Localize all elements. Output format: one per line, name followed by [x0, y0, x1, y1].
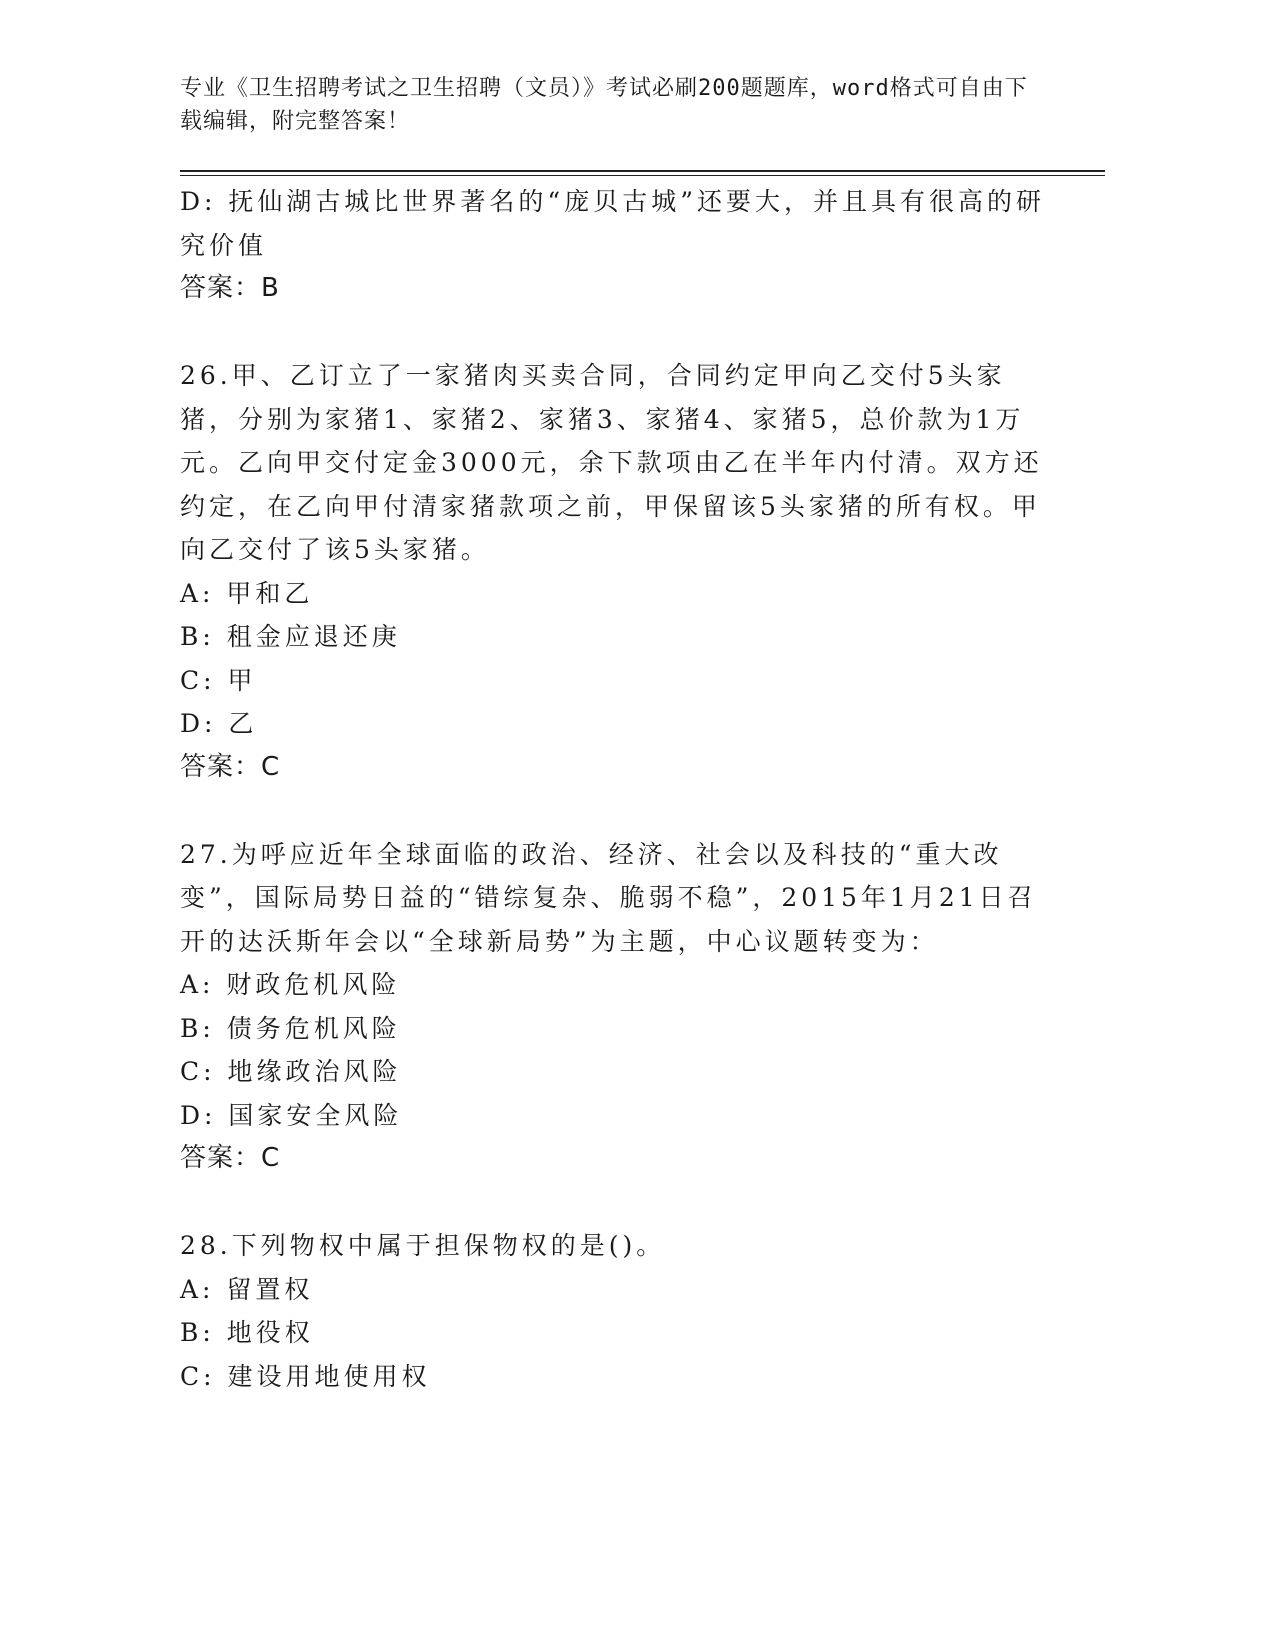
option-a: A: 留置权: [180, 1274, 314, 1304]
header-divider-thick: [180, 170, 1105, 172]
option-a: A: 甲和乙: [180, 578, 314, 608]
option-c: C: 甲: [180, 665, 257, 695]
answer: 答案：B: [180, 273, 280, 303]
option-b: B: 地役权: [180, 1318, 314, 1347]
question-list: [180, 180, 1050, 1398]
answer: 答案：C: [180, 751, 281, 782]
option-c: C: 地缘政治风险: [180, 1057, 402, 1086]
option-b: B: 租金应退还庚: [180, 622, 401, 651]
option-c: C: 建设用地使用权: [180, 1361, 431, 1391]
option-b: B: 债务危机风险: [180, 1013, 401, 1043]
spacer: [180, 789, 1050, 833]
question-stem: 28.下列物权中属于担保物权的是()。: [180, 1231, 666, 1260]
option-d: D: 抚仙湖古城比世界著名的“庞贝古城”还要大，并且具有很高的研究价值: [180, 187, 1045, 260]
question-26: [180, 354, 1050, 789]
question-28: [180, 1224, 1050, 1398]
option-a: A: 财政危机风险: [180, 970, 401, 999]
option-d: D: 乙: [180, 709, 258, 738]
document-header: [180, 72, 1040, 138]
answer: 答案：C: [180, 1143, 281, 1173]
question-stem: 27.为呼应近年全球面临的政治、经济、社会以及科技的“重大改变”，国际局势日益的“错综复杂、脆弱不稳”，2015年1月21日召开的达沃斯年会以“全球新局势”为主题，中心议题转变为：: [180, 839, 1037, 956]
option-d: D: 国家安全风险: [180, 1100, 403, 1130]
header-divider-thin: [180, 175, 1105, 176]
header-title: 专业《卫生招聘考试之卫生招聘（文员）》考试必刷200题题库，word格式可自由下载编辑，附完整答案！: [180, 76, 1028, 134]
question-stem: 26.甲、乙订立了一家猪肉买卖合同，合同约定甲向乙交付5头家猪，分别为家猪1、家猪2、家猪3、家猪4、家猪5，总价款为1万元。乙向甲交付定金3000元，余下款项由乙在半年内付清。双方还约定，在乙向甲付清家猪款项之前，甲保留该5头家猪的所有权。甲向乙交付了该5头家猪。: [180, 361, 1043, 564]
question-27: [180, 833, 1050, 1181]
spacer: [180, 311, 1050, 355]
spacer: [180, 1181, 1050, 1225]
